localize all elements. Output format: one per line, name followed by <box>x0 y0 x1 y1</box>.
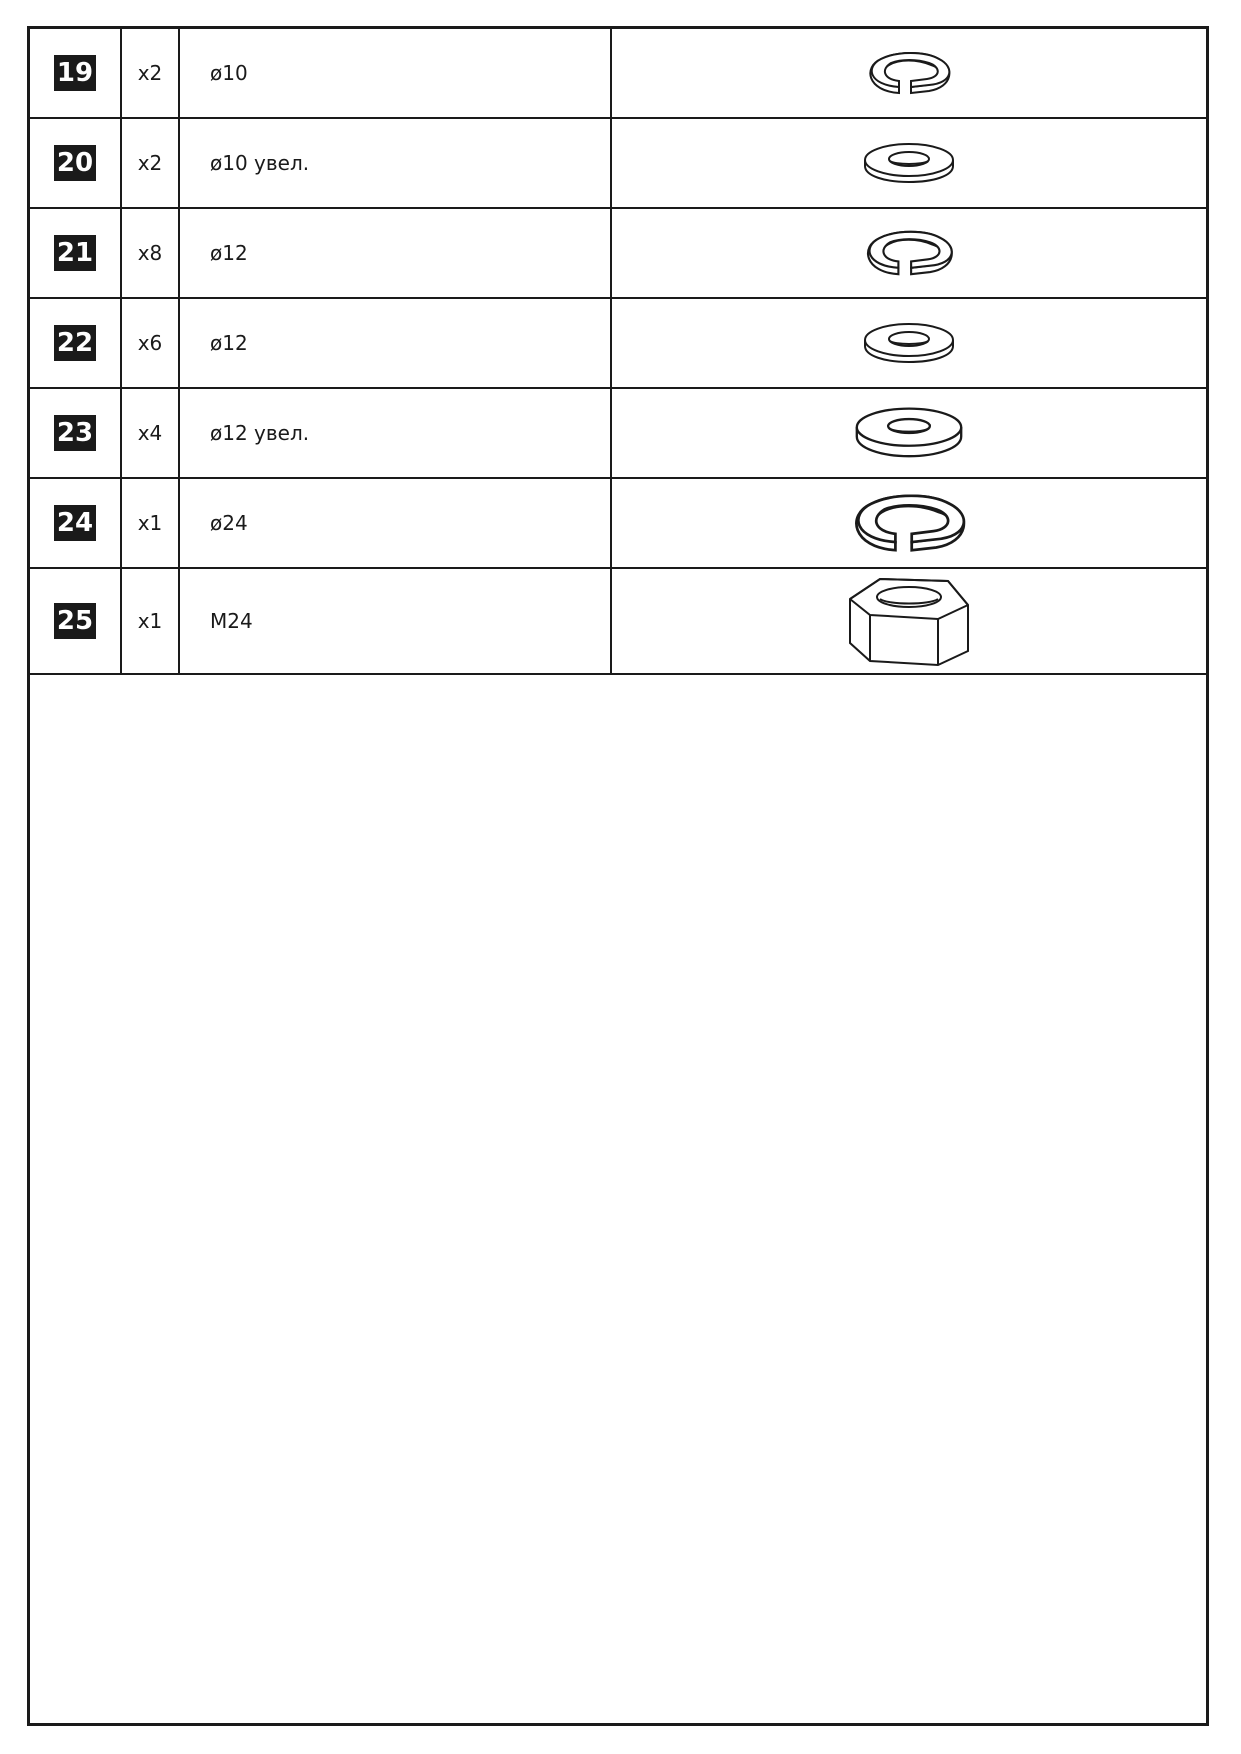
parts-page-frame <box>27 26 1209 1726</box>
part-quantity: x4 <box>121 388 179 478</box>
table-row <box>30 568 1206 674</box>
part-quantity: x1 <box>121 568 179 674</box>
table-row <box>30 208 1206 298</box>
part-number-badge: 25 <box>54 603 96 639</box>
part-quantity: x6 <box>121 298 179 388</box>
table-row <box>30 388 1206 478</box>
part-number-badge: 20 <box>54 145 96 181</box>
spring-washer-icon <box>856 224 962 282</box>
hex-nut-icon <box>844 573 974 669</box>
part-number-badge: 24 <box>54 505 96 541</box>
part-spec: ø24 <box>179 478 611 568</box>
table-row <box>30 298 1206 388</box>
flat-washer-icon <box>859 138 959 188</box>
part-spec: ø12 увел. <box>179 388 611 478</box>
spring-washer-icon <box>859 47 959 99</box>
part-quantity: x2 <box>121 29 179 118</box>
part-number-badge: 22 <box>54 325 96 361</box>
part-number-badge: 23 <box>54 415 96 451</box>
part-spec: ø12 <box>179 208 611 298</box>
flat-washer-icon <box>847 404 971 462</box>
part-number-badge: 19 <box>54 55 96 91</box>
part-quantity: x8 <box>121 208 179 298</box>
part-quantity: x2 <box>121 118 179 208</box>
flat-washer-icon <box>856 318 962 368</box>
table-row <box>30 478 1206 568</box>
parts-table <box>30 29 1206 675</box>
table-row <box>30 29 1206 118</box>
part-quantity: x1 <box>121 478 179 568</box>
part-spec: ø12 <box>179 298 611 388</box>
part-spec: M24 <box>179 568 611 674</box>
table-row <box>30 118 1206 208</box>
part-spec: ø10 увел. <box>179 118 611 208</box>
part-spec: ø10 <box>179 29 611 118</box>
part-number-badge: 21 <box>54 235 96 271</box>
spring-washer-icon <box>841 487 977 559</box>
